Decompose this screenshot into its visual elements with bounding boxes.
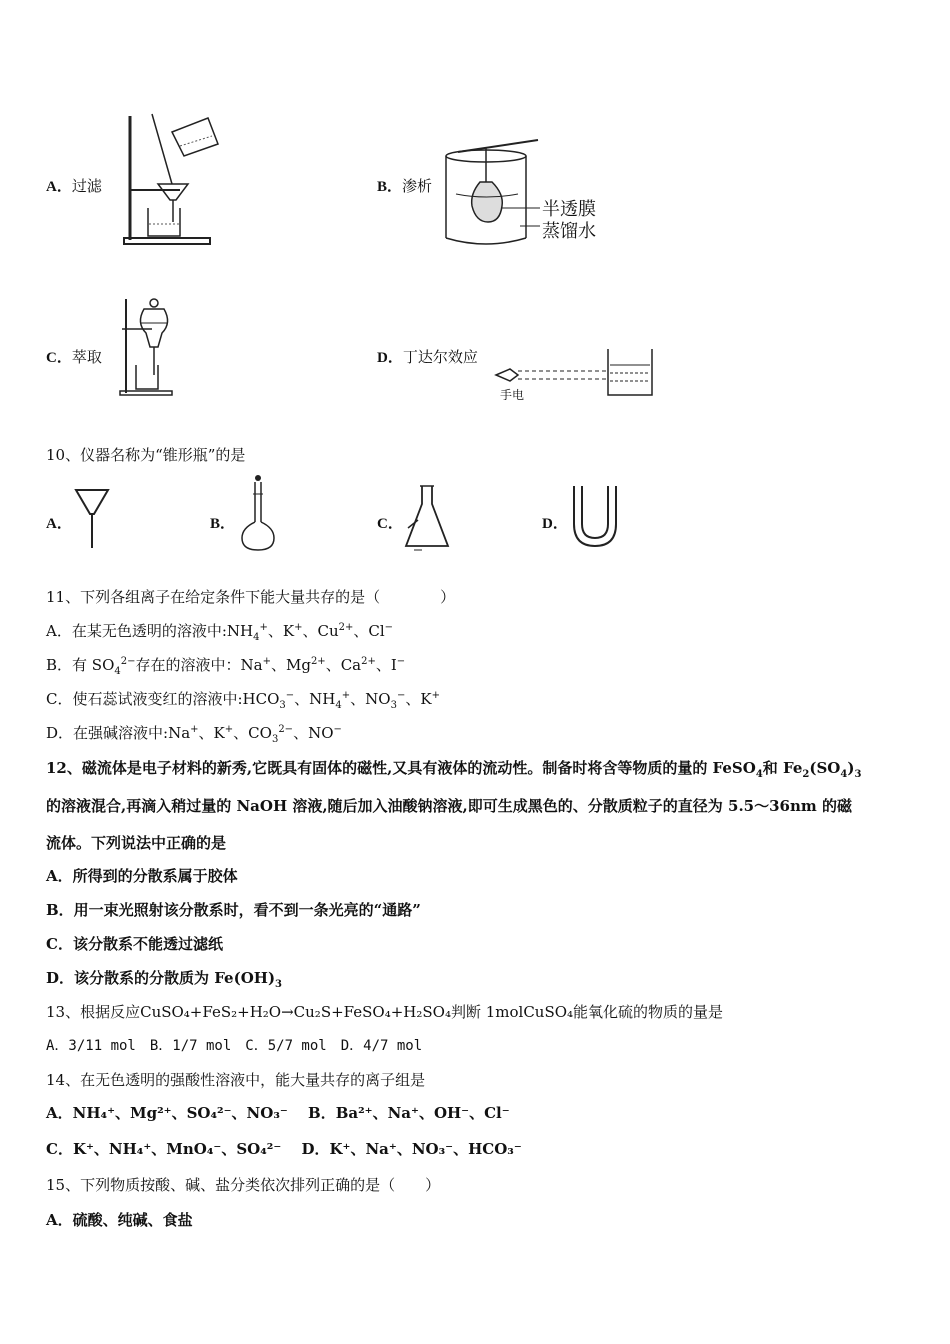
q12-option-b[interactable]: B．用一束光照射该分散系时，看不到一条光亮的“通路” [46,901,421,919]
q11-b-p2: 、Mg [270,656,311,674]
q12-option-d[interactable] [46,967,282,990]
q12-line3: 流体。下列说法中正确的是 [46,834,227,852]
q12-option-c[interactable]: C．该分散系不能透过滤纸 [46,935,223,953]
d-fig-label: 手电 [500,388,525,402]
q9-option-d[interactable] [377,347,478,368]
q12-d-pre: D．该分散系的分散质为 Fe(OH) [46,969,276,987]
q12-line1-mid2: (SO [809,759,841,777]
filtration-figure [118,112,228,247]
q11-d-p2: 、CO [233,724,272,742]
q11-c-p3: 、K [405,690,432,708]
q9-a-text: 过滤 [71,177,102,195]
q11-a-pre: A．在某无色透明的溶液中:NH [46,622,254,640]
q11-d-p3: 、NO [293,724,334,742]
q12-line1-pre: 12、磁流体是电子材料的新秀,它既具有固体的磁性,又具有液体的流动性。制备时将含等物质的量的 FeSO [46,759,756,777]
erlenmeyer-flask-icon [400,484,456,554]
q9-c-text: 萃取 [71,348,102,366]
q10-stem: 10、仪器名称为“锥形瓶”的是 [46,446,246,464]
q11-c-p2: 、NO [350,690,391,708]
q11-b-pre: B．有 SO [46,656,115,674]
q15-option-a[interactable]: A．硫酸、纯碱、食盐 [46,1211,193,1229]
q11-a-post: 、K [267,622,295,640]
q11-option-c[interactable]: C．使石蕊试液变红的溶液中$:HCO_3^-$、$NH_4^+$、$NO_3^-$、K+ [46,690,440,711]
q13-options[interactable]: A．3/11 mol B．1/7 mol C．5/7 mol D．4/7 mol [46,1038,423,1054]
tyndall-figure [492,345,658,403]
q14-stem: 14、在无色透明的强酸性溶液中，能大量共存的离子组是 [46,1071,426,1089]
q12-d-sub: 3 [275,979,283,990]
q15-stem: 15、下列物质按酸、碱、盐分类依次排列正确的是（ ） [46,1176,441,1194]
q10-option-a[interactable]: A． [46,516,72,532]
q11-a-p3: 、Cl [353,622,385,640]
q12-option-a[interactable]: A．所得到的分散系属于胶体 [46,867,238,885]
q11-b-p3: 、Ca [325,656,362,674]
q11-c-pre: C．使石蕊试液变红的溶液中:HCO [46,690,280,708]
q11-a-p2: 、Cu [302,622,339,640]
q9-d-text: 丁达尔效应 [402,348,478,366]
q10-option-c[interactable]: C． [377,516,403,532]
b-fig-label1: 半透膜 [542,199,596,220]
volumetric-flask-icon [238,474,278,554]
q9-option-b[interactable] [377,176,432,197]
q11-d-p1: 、K [198,724,225,742]
b-fig-label2: 蒸馏水 [542,221,596,242]
q11-option-d[interactable]: D．在强碱溶液中:Na+、K+、$CO_3^{2-}$、NO− [46,724,342,745]
q12-line2: 的溶液混合,再滴入稍过量的 NaOH 溶液,随后加入油酸钠溶液,即可生成黑色的、分散质粒子的直径为 5.5～36nm 的磁 [46,797,852,815]
q11-c-p1: 、NH [294,690,336,708]
q12-line1-end: ) [847,759,855,777]
q9-option-c[interactable] [46,347,102,368]
q11-option-a[interactable]: A．在某无色透明的溶液中$:NH_4^+$、K+、$Cu^{2+}$、Cl− [46,622,394,643]
dialysis-figure [440,138,610,250]
q11-d-pre: D．在强碱溶液中:Na [46,724,191,742]
u-tube-icon [570,484,620,550]
q11-b-p1: 存在的溶液中：Na [135,656,263,674]
q9-c-label: C． [46,350,72,366]
q13-stem: 13、根据反应CuSO₄+FeS₂+H₂O→Cu₂S+FeSO₄+H₂SO₄判断 1molCuSO₄能氧化硫的物质的量是 [46,1003,724,1021]
funnel-icon [74,486,110,550]
q11-option-b[interactable]: B．有 $SO_4^{2-}$存在的溶液中：Na+、$Mg^{2+}$、$Ca^{2+}$、I− [46,656,406,677]
q11-stem: 11、下列各组离子在给定条件下能大量共存的是（ ） [46,588,456,606]
q12-line1: 12、磁流体是电子材料的新秀,它既具有固体的磁性,又具有液体的流动性。制备时将含等物质的量的 FeSO$_4$和 $Fe_2(SO_4)_3$ [46,759,862,780]
q9-d-label: D． [377,350,403,366]
q12-line1-mid: 和 Fe [762,759,803,777]
q9-b-label: B． [377,179,403,195]
q9-b-text: 渗析 [402,177,433,195]
extraction-figure [116,293,182,399]
q11-b-p4: 、I [375,656,397,674]
q9-a-label: A． [46,179,72,195]
q9-option-a[interactable] [46,176,102,197]
q14-options-line2[interactable]: C．K⁺、NH₄⁺、MnO₄⁻、SO₄²⁻ D．K⁺、Na⁺、NO₃⁻、HCO₃⁻ [46,1140,522,1158]
q10-option-d[interactable]: D． [542,516,568,532]
q10-option-b[interactable]: B． [210,516,236,532]
q14-options-line1[interactable]: A．NH₄⁺、Mg²⁺、SO₄²⁻、NO₃⁻ B．Ba²⁺、Na⁺、OH⁻、Cl⁻ [46,1104,510,1122]
